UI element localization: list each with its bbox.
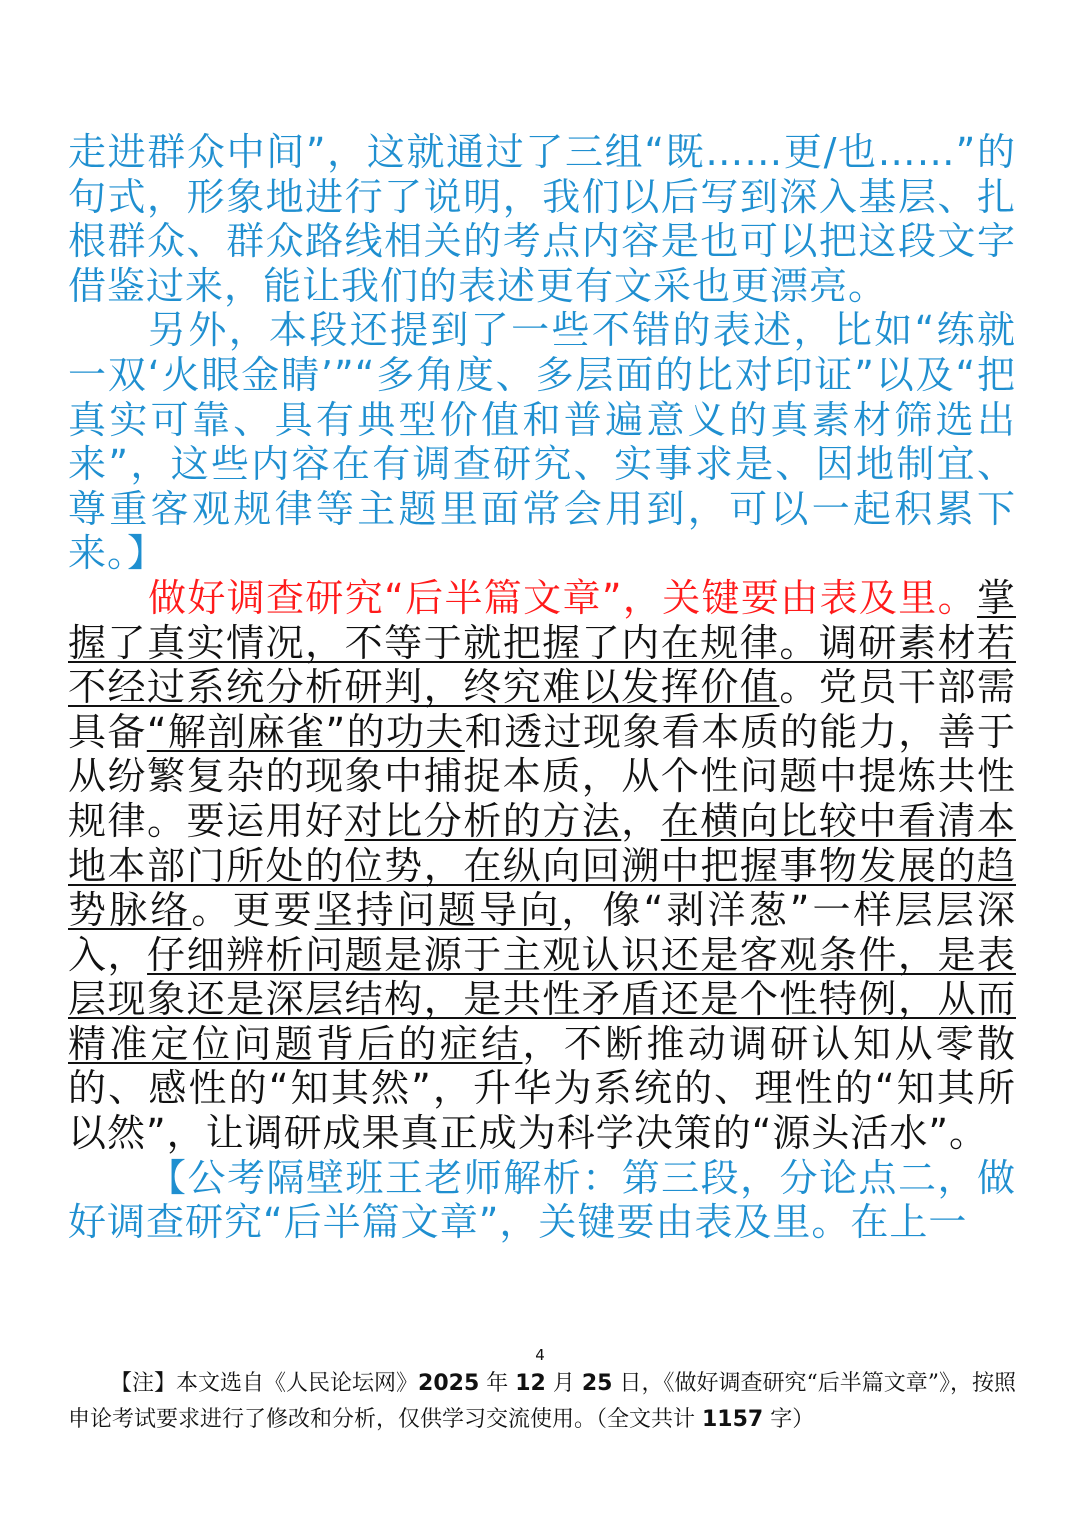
analysis-text: 走进群众中间”，这就通过了三组“既……更/也……”的句式，形象地进行了说明，我们以后写到深入基层、扎根群众、群众路线相关的考点内容是也可以把这段文字借鉴过来，能让我们的表述更有文采也更漂亮。 bbox=[68, 130, 1016, 308]
page-number: 4 bbox=[535, 1346, 545, 1364]
footnote-month: 12 bbox=[515, 1371, 546, 1396]
footnote-text: 年 bbox=[479, 1371, 516, 1396]
source-footnote bbox=[68, 1366, 1016, 1438]
body-text: ， bbox=[621, 798, 661, 843]
underlined-phrase: 坚持问题导向 bbox=[314, 888, 562, 933]
underlined-sentence: 仔细辨析问题是源于主观认识还是客观条件，是表层现象还是深层结构，是共性矛盾还是个性特例，从而精准定位问题背后的症结 bbox=[68, 932, 1016, 1066]
analysis-paragraph-expressions bbox=[68, 308, 1016, 576]
body-text: ，不断推动调研认知从零散的、感性的“知其然”，升华为系统的、理性的“知其所以然”，让调研成果真正成为科学决策的“源头活水”。 bbox=[68, 1021, 1016, 1156]
underlined-sentence: 掌握了真实情况，不等于就把握了内在规律。调研素材若不经过系统分析研判，终究难以发挥价值 bbox=[68, 575, 1016, 710]
article-paragraph-3 bbox=[68, 576, 1016, 1156]
body-text: 。更要 bbox=[191, 888, 315, 933]
footnote-text: 字） bbox=[763, 1407, 815, 1432]
footnote-text: 月 bbox=[545, 1371, 582, 1396]
footnote-text: 日，《做好调查研究“后半篇文章”》，按照申论考试要求进行了修改和分析，仅供学习交流使用。（全文共计 bbox=[68, 1371, 1016, 1432]
analysis-paragraph-continued bbox=[68, 130, 1016, 308]
footnote-word-count: 1157 bbox=[702, 1407, 764, 1432]
body-text: 。党员干部需具备 bbox=[68, 665, 1016, 754]
footnote-day: 25 bbox=[581, 1371, 613, 1396]
body-text: ，像“剥洋葱”一样层层深入， bbox=[68, 888, 1016, 977]
underlined-phrase: “解剖麻雀”的功夫 bbox=[146, 709, 465, 754]
analysis-text: 【公考隔壁班王老师解析：第三段，分论点二，做好调查研究“后半篇文章”，关键要由表及里。在上一 bbox=[68, 1155, 1016, 1245]
footnote-year: 2025 bbox=[418, 1371, 480, 1396]
underlined-sentence: 在横向比较中看清本地本部门所处的位势，在纵向回溯中把握事物发展的趋势脉络 bbox=[68, 798, 1016, 933]
subpoint-heading: 做好调查研究“后半篇文章”，关键要由表及里。 bbox=[148, 575, 977, 620]
footnote-text: 【注】本文选自《人民论坛网》 bbox=[110, 1371, 419, 1396]
body-text: 和透过现象看本质的能力，善于从纷繁复杂的现象中捕捉本质，从个性问题中提炼共性规律。要运用好 bbox=[68, 709, 1016, 843]
analysis-text: 另外，本段还提到了一些不错的表述，比如“练就一双‘火眼金睛’”“多角度、多层面的比对印证”以及“把真实可靠、具有典型价值和普遍意义的真素材筛选出来”，这些内容在有调查研究、实事求是、因地制宜、尊重客观规律等主题里面常会用到，可以一起积累下来。】 bbox=[68, 308, 1016, 576]
underlined-phrase: 对比分析的方法 bbox=[344, 798, 622, 843]
analysis-paragraph-3 bbox=[68, 1156, 1016, 1245]
article-body bbox=[68, 130, 1016, 1245]
